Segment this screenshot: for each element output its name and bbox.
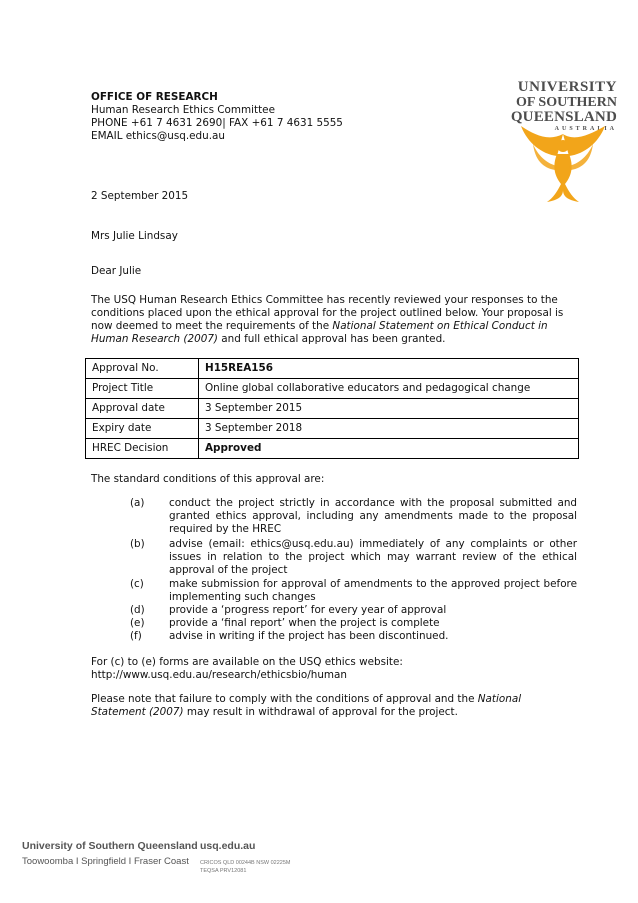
salutation: Dear Julie [91,265,142,277]
office-header [91,91,343,143]
row-key: HREC Decision [86,439,199,459]
approval-date: 3 September 2015 [199,399,579,419]
table-row [86,399,579,419]
forms-info: For (c) to (e) forms are available on the USQ ethics website: http://www.usq.edu.au/research/ethicsbio/human [91,656,577,682]
conditions-intro: The standard conditions of this approval are: [91,473,325,485]
row-key: Project Title [86,379,199,399]
table-row [86,439,579,459]
table-row [86,379,579,399]
approval-table [85,358,579,459]
expiry-date: 3 September 2018 [199,419,579,439]
footer-contact: usq.edu.au CRICOS QLD 00244B NSW 02225M TEQSA PRV12081 [200,840,291,874]
committee-name: Human Research Ethics Committee [91,104,275,116]
letter-date: 2 September 2015 [91,190,189,202]
intro-italic: National Statement on Ethical Conduct in Human Research (2007) [91,320,548,345]
row-key: Approval No. [86,359,199,379]
intro-paragraph: The USQ Human Research Ethics Committee has recently reviewed your responses to the conditions placed upon the ethical approval for the project outlined below. Your proposal is now deemed to meet the requirements of the National Statement on Ethical Conduct in Human Research (2007) and full ethical approval has been granted. [91,294,564,345]
ethics-website-link[interactable]: http://www.usq.edu.au/research/ethicsbio/human [91,669,348,681]
footer-university: University of Southern Queensland Toowoomba I Springfield I Fraser Coast [22,840,198,867]
footer-website[interactable]: usq.edu.au [200,840,256,852]
phone-fax: PHONE +61 7 4631 2690| FAX +61 7 4631 5555 [91,117,343,129]
email-line: EMAIL ethics@usq.edu.au [91,130,225,142]
row-key: Expiry date [86,419,199,439]
usq-logo [507,80,617,200]
table-row [86,419,579,439]
project-title: Online global collaborative educators and pedagogical change [199,379,579,399]
logo-wordmark: UNIVERSITY OF SOUTHERN QUEENSLAND AUSTRALIA [510,79,617,132]
closing-paragraph: Please note that failure to comply with the conditions of approval and the National Statement (2007) may result in withdrawal of approval for the project. [91,693,522,718]
office-title: OFFICE OF RESEARCH [91,91,218,103]
approval-number: H15REA156 [199,359,579,379]
recipient-name: Mrs Julie Lindsay [91,230,178,242]
hrec-decision: Approved [199,439,579,459]
table-row [86,359,579,379]
row-key: Approval date [86,399,199,419]
